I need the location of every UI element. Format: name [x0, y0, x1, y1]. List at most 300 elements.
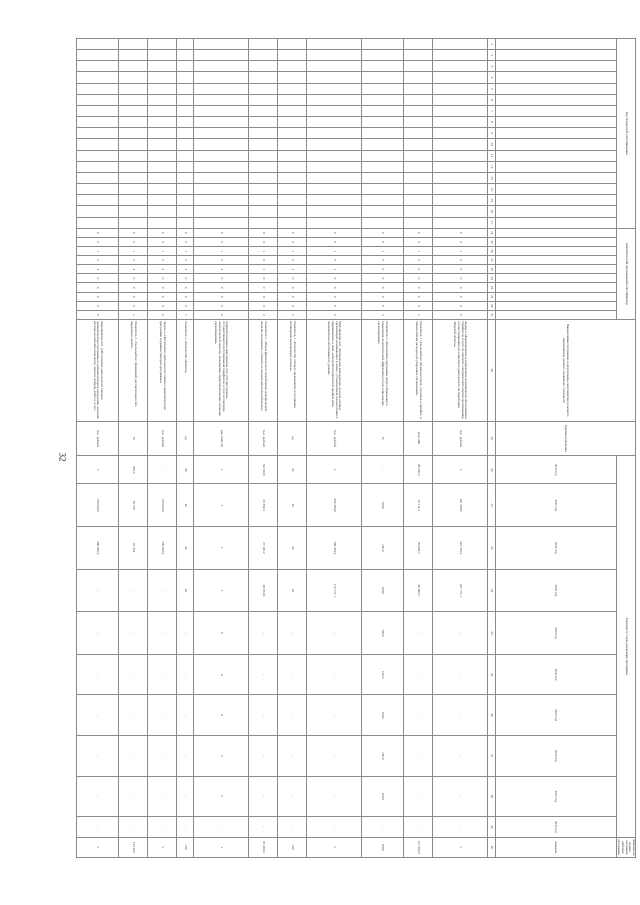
column-number: 38 — [487, 776, 495, 817]
indicator-name: Мероприятие 4.01 «Обеспечение деятельности главного администратора программы и администраторов программы, включая расходы на выплаты персоналу, закупку товаров, работ и услуг» — [77, 320, 119, 421]
code-cell — [361, 94, 403, 105]
code-cell: 2 — [361, 310, 403, 319]
code-cell — [119, 117, 148, 128]
code-cell — [193, 172, 248, 183]
code-cell — [193, 117, 248, 128]
code-cell — [277, 195, 306, 206]
code-cell — [177, 139, 194, 150]
year-value-cell: 100,0 — [361, 612, 403, 655]
code-cell — [77, 161, 119, 172]
code-cell — [148, 184, 177, 195]
code-cell — [148, 206, 177, 217]
code-cell: 0 — [432, 228, 487, 237]
code-cell — [77, 195, 119, 206]
code-cell: 0 — [277, 228, 306, 237]
year-value-cell: - — [77, 569, 119, 612]
code-cell — [403, 184, 432, 195]
code-cell — [306, 195, 361, 206]
year-value-cell: 43 — [277, 484, 306, 527]
year-value-cell: - — [277, 612, 306, 655]
code-cell — [277, 83, 306, 94]
year-value-cell: - — [248, 817, 277, 837]
code-cell — [119, 217, 148, 228]
code-cell — [432, 195, 487, 206]
code-cell — [193, 128, 248, 139]
year-value-cell: - — [177, 695, 194, 736]
code-cell — [277, 150, 306, 161]
code-cell: 0 — [148, 228, 177, 237]
year-value-cell: - — [248, 736, 277, 777]
year-value-cell: - — [403, 776, 432, 817]
year-value-cell: 79 711,3 — [403, 484, 432, 527]
code-cell: 1 — [403, 310, 432, 319]
column-number: 15 — [487, 195, 495, 206]
code-cell: 1 — [306, 246, 361, 255]
code-cell — [193, 50, 248, 61]
code-cell: 0 — [403, 265, 432, 274]
code-cell — [177, 72, 194, 83]
code-cell: 0 — [77, 274, 119, 283]
code-cell: 0 — [177, 301, 194, 310]
code-cell — [432, 128, 487, 139]
year-value-cell: - — [119, 736, 148, 777]
code-cell — [248, 172, 277, 183]
header-final: Значение на момент окончания действия программы — [616, 837, 635, 858]
code-cell — [119, 72, 148, 83]
code-cell — [277, 206, 306, 217]
code-cell — [306, 139, 361, 150]
year-value-cell: - — [119, 776, 148, 817]
column-number: 34 — [487, 612, 495, 655]
code-cell: 0 — [148, 301, 177, 310]
column-number: 16 — [487, 206, 495, 217]
column-number: 21 — [487, 256, 495, 265]
code-cell: 0 — [193, 292, 248, 301]
year-value-cell: 0 — [193, 776, 248, 817]
code-cell: 2 — [193, 265, 248, 274]
year-value-cell: 113 771,1 — [306, 569, 361, 612]
table-row — [148, 39, 177, 858]
code-cell: 0 — [306, 292, 361, 301]
unit-cell: млн. кВт — [403, 421, 432, 455]
code-cell: 0 — [306, 283, 361, 292]
code-cell: 0 — [248, 283, 277, 292]
code-cell — [119, 50, 148, 61]
column-number: 9 — [487, 128, 495, 139]
code-cell — [148, 150, 177, 161]
code-cell: 0 — [403, 256, 432, 265]
year-value-cell: - — [119, 569, 148, 612]
year-value-cell: - — [177, 776, 194, 817]
code-cell — [403, 39, 432, 50]
code-cell: 0 — [432, 237, 487, 246]
code-cell — [403, 161, 432, 172]
final-value-cell: 120 — [177, 837, 194, 858]
column-number: 32 — [487, 527, 495, 570]
column-number: 1 — [487, 39, 495, 50]
year-value-cell: х — [306, 456, 361, 484]
code-cell — [248, 150, 277, 161]
code-subheader — [495, 206, 616, 217]
year-value-cell: 1 — [193, 569, 248, 612]
indicator-name: Показатель 2 «Объем фактического потребления электрической энергии населением, учтенного в сводном прогнозном балансе» — [248, 320, 277, 421]
year-value-cell: 1 — [193, 527, 248, 570]
code-cell: 0 — [119, 301, 148, 310]
code-subheader — [495, 195, 616, 206]
year-value-cell: 58 336,3 — [403, 456, 432, 484]
column-number: 7 — [487, 105, 495, 116]
code-cell — [277, 39, 306, 50]
indicator-name: Административное мероприятие 3.02 «Осуществление государственного регулирования тарифов на услуги по передаче электрической энергии, оказываемые территориальными сетевыми организациями» — [193, 320, 248, 421]
code-cell: 0 — [361, 256, 403, 265]
code-cell — [403, 105, 432, 116]
code-cell: 0 — [432, 256, 487, 265]
code-cell — [432, 50, 487, 61]
code-cell — [119, 184, 148, 195]
code-subheader — [495, 217, 616, 228]
table-row — [306, 39, 361, 858]
code-cell — [119, 139, 148, 150]
code-cell — [277, 50, 306, 61]
code-cell — [119, 105, 148, 116]
code-cell — [277, 128, 306, 139]
code-cell — [403, 128, 432, 139]
year-value-cell: 35 — [277, 456, 306, 484]
header-values-group: Значение по годам реализации программы — [616, 456, 635, 837]
code-cell: 0 — [193, 301, 248, 310]
year-value-cell: - — [277, 695, 306, 736]
code-cell — [361, 83, 403, 94]
code-cell: 0 — [248, 256, 277, 265]
code-cell — [403, 117, 432, 128]
code-cell — [177, 61, 194, 72]
code-cell — [361, 39, 403, 50]
table-row — [193, 39, 248, 858]
column-number: 14 — [487, 184, 495, 195]
final-value-cell: 120 — [277, 837, 306, 858]
code-cell: 0 — [306, 274, 361, 283]
table-row — [119, 39, 148, 858]
code-subheader — [495, 283, 616, 292]
code-cell — [403, 217, 432, 228]
code-cell — [77, 39, 119, 50]
code-cell — [177, 206, 194, 217]
code-cell: 0 — [148, 274, 177, 283]
code-cell — [361, 128, 403, 139]
column-number: 36 — [487, 695, 495, 736]
code-cell: 0 — [193, 283, 248, 292]
code-cell: 0 — [277, 237, 306, 246]
code-cell: 0 — [432, 301, 487, 310]
table-row — [248, 39, 277, 858]
code-cell — [248, 50, 277, 61]
year-header: 2021 год — [495, 527, 616, 570]
year-value-cell: 100,0 — [361, 695, 403, 736]
year-value-cell: - — [277, 776, 306, 817]
column-number: 28 — [487, 320, 495, 421]
code-cell: 0 — [177, 283, 194, 292]
code-cell — [306, 184, 361, 195]
final-value-cell: х — [77, 837, 119, 858]
code-cell: 0 — [119, 256, 148, 265]
code-cell: 0 — [306, 228, 361, 237]
code-cell — [193, 105, 248, 116]
year-value-cell: - — [277, 654, 306, 695]
column-number: 4 — [487, 72, 495, 83]
code-cell — [148, 72, 177, 83]
code-cell — [306, 39, 361, 50]
column-number: 22 — [487, 265, 495, 274]
unit-cell: (да-1/нет-0) — [193, 421, 248, 455]
indicator-name: Задача 4 «Обеспечение деятельности главного администратора программы и администраторов программы» — [148, 320, 177, 421]
code-subheader — [495, 301, 616, 310]
year-value-cell: - — [119, 695, 148, 736]
code-cell: 0 — [432, 292, 487, 301]
code-cell: 1 — [361, 246, 403, 255]
code-cell: 1 — [432, 246, 487, 255]
code-cell — [248, 128, 277, 139]
year-value-cell: 28 292,6 — [248, 569, 277, 612]
code-cell — [177, 172, 194, 183]
year-value-cell: - — [77, 776, 119, 817]
year-value-cell: 61 394 — [119, 527, 148, 570]
final-value-cell: х — [306, 837, 361, 858]
code-cell: 0 — [306, 310, 361, 319]
code-cell: 1 — [306, 265, 361, 274]
column-number: 27 — [487, 310, 495, 319]
year-value-cell: - — [432, 776, 487, 817]
code-subheader — [495, 72, 616, 83]
table-row — [177, 39, 194, 858]
year-value-cell: - — [403, 612, 432, 655]
code-cell — [119, 161, 148, 172]
code-cell — [403, 83, 432, 94]
code-cell — [361, 217, 403, 228]
year-value-cell: - — [119, 817, 148, 837]
year-value-cell: 100,0 — [361, 484, 403, 527]
column-number: 11 — [487, 150, 495, 161]
code-cell: 0 — [361, 292, 403, 301]
code-cell: 1 — [277, 310, 306, 319]
year-header: 2022 год — [495, 569, 616, 612]
code-cell — [361, 161, 403, 172]
code-cell — [177, 161, 194, 172]
code-cell — [148, 94, 177, 105]
final-value-cell: х — [432, 837, 487, 858]
code-cell: 0 — [148, 310, 177, 319]
page-number: 32 — [57, 452, 68, 462]
year-value-cell: - — [77, 736, 119, 777]
code-subheader — [495, 83, 616, 94]
year-value-cell: - — [432, 695, 487, 736]
code-cell — [432, 105, 487, 116]
code-cell — [177, 184, 194, 195]
code-cell — [177, 105, 194, 116]
code-subheader — [495, 117, 616, 128]
column-number: 8 — [487, 117, 495, 128]
header-program-code: Код бюджетной классификации — [616, 39, 635, 229]
year-value-cell: 80 839,7 — [403, 527, 432, 570]
code-cell — [119, 39, 148, 50]
code-subheader — [495, 228, 616, 237]
code-cell: 0 — [248, 237, 277, 246]
year-value-cell: 40 — [277, 527, 306, 570]
column-number: 17 — [487, 217, 495, 228]
year-value-cell: - — [148, 817, 177, 837]
year-header: 2027 год — [495, 776, 616, 817]
year-value-cell: - — [177, 817, 194, 837]
code-cell: 2 — [177, 265, 194, 274]
column-number: 39 — [487, 817, 495, 837]
code-cell: 0 — [193, 228, 248, 237]
code-cell: 1 — [248, 265, 277, 274]
final-subheader: значение — [495, 837, 616, 858]
code-cell — [119, 172, 148, 183]
code-cell: 0 — [148, 256, 177, 265]
code-cell — [403, 139, 432, 150]
year-value-cell: - — [177, 612, 194, 655]
code-cell — [248, 94, 277, 105]
year-value-cell: 100,0 — [361, 776, 403, 817]
code-cell — [403, 61, 432, 72]
unit-cell: тыс. рублей — [77, 421, 119, 455]
year-header: 2025 год — [495, 695, 616, 736]
code-cell — [77, 217, 119, 228]
year-value-cell: - — [77, 654, 119, 695]
year-value-cell: - — [306, 736, 361, 777]
code-cell — [193, 72, 248, 83]
code-cell — [306, 94, 361, 105]
year-value-cell: - — [193, 817, 248, 837]
code-subheader — [495, 150, 616, 161]
code-cell — [148, 128, 177, 139]
code-cell — [148, 217, 177, 228]
column-number: 25 — [487, 292, 495, 301]
year-value-cell: - — [77, 695, 119, 736]
final-value-cell: 81 460,2 — [248, 837, 277, 858]
code-cell: 0 — [193, 274, 248, 283]
code-cell — [361, 117, 403, 128]
code-cell: 3 — [119, 265, 148, 274]
year-value-cell: 790 000,0 — [148, 527, 177, 570]
code-cell: 0 — [77, 256, 119, 265]
code-cell: 0 — [177, 274, 194, 283]
code-cell — [403, 72, 432, 83]
year-value-cell: - — [306, 612, 361, 655]
year-value-cell: - — [119, 612, 148, 655]
code-cell — [361, 195, 403, 206]
year-value-cell: - — [177, 736, 194, 777]
code-cell — [77, 128, 119, 139]
code-cell: 0 — [177, 292, 194, 301]
code-cell — [177, 117, 194, 128]
code-cell: 0 — [148, 237, 177, 246]
table-row — [361, 39, 403, 858]
code-cell — [306, 61, 361, 72]
code-cell — [77, 94, 119, 105]
code-subheader — [495, 184, 616, 195]
year-value-cell: 40 — [177, 484, 194, 527]
code-cell — [248, 161, 277, 172]
code-cell — [403, 50, 432, 61]
year-value-cell: - — [361, 456, 403, 484]
code-cell — [148, 83, 177, 94]
column-number: 13 — [487, 172, 495, 183]
year-value-cell: 0 — [193, 612, 248, 655]
code-cell — [148, 39, 177, 50]
code-cell — [277, 217, 306, 228]
year-value-cell: 40 — [177, 527, 194, 570]
code-subheader — [495, 237, 616, 246]
code-cell — [77, 139, 119, 150]
code-cell — [77, 105, 119, 116]
code-cell — [306, 128, 361, 139]
column-number: 6 — [487, 94, 495, 105]
code-cell — [119, 195, 148, 206]
code-cell — [248, 117, 277, 128]
column-number: 23 — [487, 274, 495, 283]
column-number: 26 — [487, 301, 495, 310]
year-value-cell: 431 771,1 — [432, 569, 487, 612]
code-cell: 0 — [248, 274, 277, 283]
code-cell — [403, 94, 432, 105]
code-cell: 1 — [177, 310, 194, 319]
header-analytic-code: Аналитический программный классификатор — [616, 228, 635, 319]
code-cell — [306, 172, 361, 183]
code-cell: 0 — [306, 256, 361, 265]
year-value-cell: - — [177, 654, 194, 695]
code-cell — [432, 184, 487, 195]
year-value-cell: 335,0 — [119, 456, 148, 484]
code-cell: 0 — [119, 274, 148, 283]
code-cell — [361, 139, 403, 150]
code-subheader — [495, 50, 616, 61]
code-cell — [177, 150, 194, 161]
code-cell — [248, 195, 277, 206]
year-value-cell: - — [148, 654, 177, 695]
year-value-cell: - — [148, 776, 177, 817]
code-cell: 1 — [77, 246, 119, 255]
code-cell: 1 — [119, 246, 148, 255]
code-cell — [77, 50, 119, 61]
year-header: 2026 год — [495, 736, 616, 777]
code-cell — [193, 39, 248, 50]
year-value-cell: 27 116,2 — [248, 527, 277, 570]
code-cell — [193, 195, 248, 206]
code-cell — [193, 150, 248, 161]
final-value-cell: 123 184 — [119, 837, 148, 858]
code-cell: 1 — [277, 265, 306, 274]
code-cell: 0 — [403, 283, 432, 292]
code-cell — [77, 172, 119, 183]
code-cell — [177, 195, 194, 206]
year-value-cell: 1 — [193, 456, 248, 484]
year-value-cell: 54 746,6 — [248, 456, 277, 484]
year-value-cell: - — [77, 817, 119, 837]
code-cell — [306, 50, 361, 61]
code-cell: 0 — [148, 283, 177, 292]
code-cell: 0 — [193, 310, 248, 319]
indicator-name: Показатель 1 «Количество сетевых организаций, получивших возмещение выпадающих доходов» — [277, 320, 306, 421]
column-number: 37 — [487, 736, 495, 777]
indicator-name: Показатель 2 «Выполнение программы энергосбережения и повышения энергетической эффективности регулируемыми организациями» — [361, 320, 403, 421]
year-value-cell: - — [248, 695, 277, 736]
code-cell — [306, 72, 361, 83]
column-numbers-row — [487, 39, 495, 858]
code-cell: 0 — [277, 274, 306, 283]
unit-cell: ед. — [277, 421, 306, 455]
code-cell — [248, 83, 277, 94]
